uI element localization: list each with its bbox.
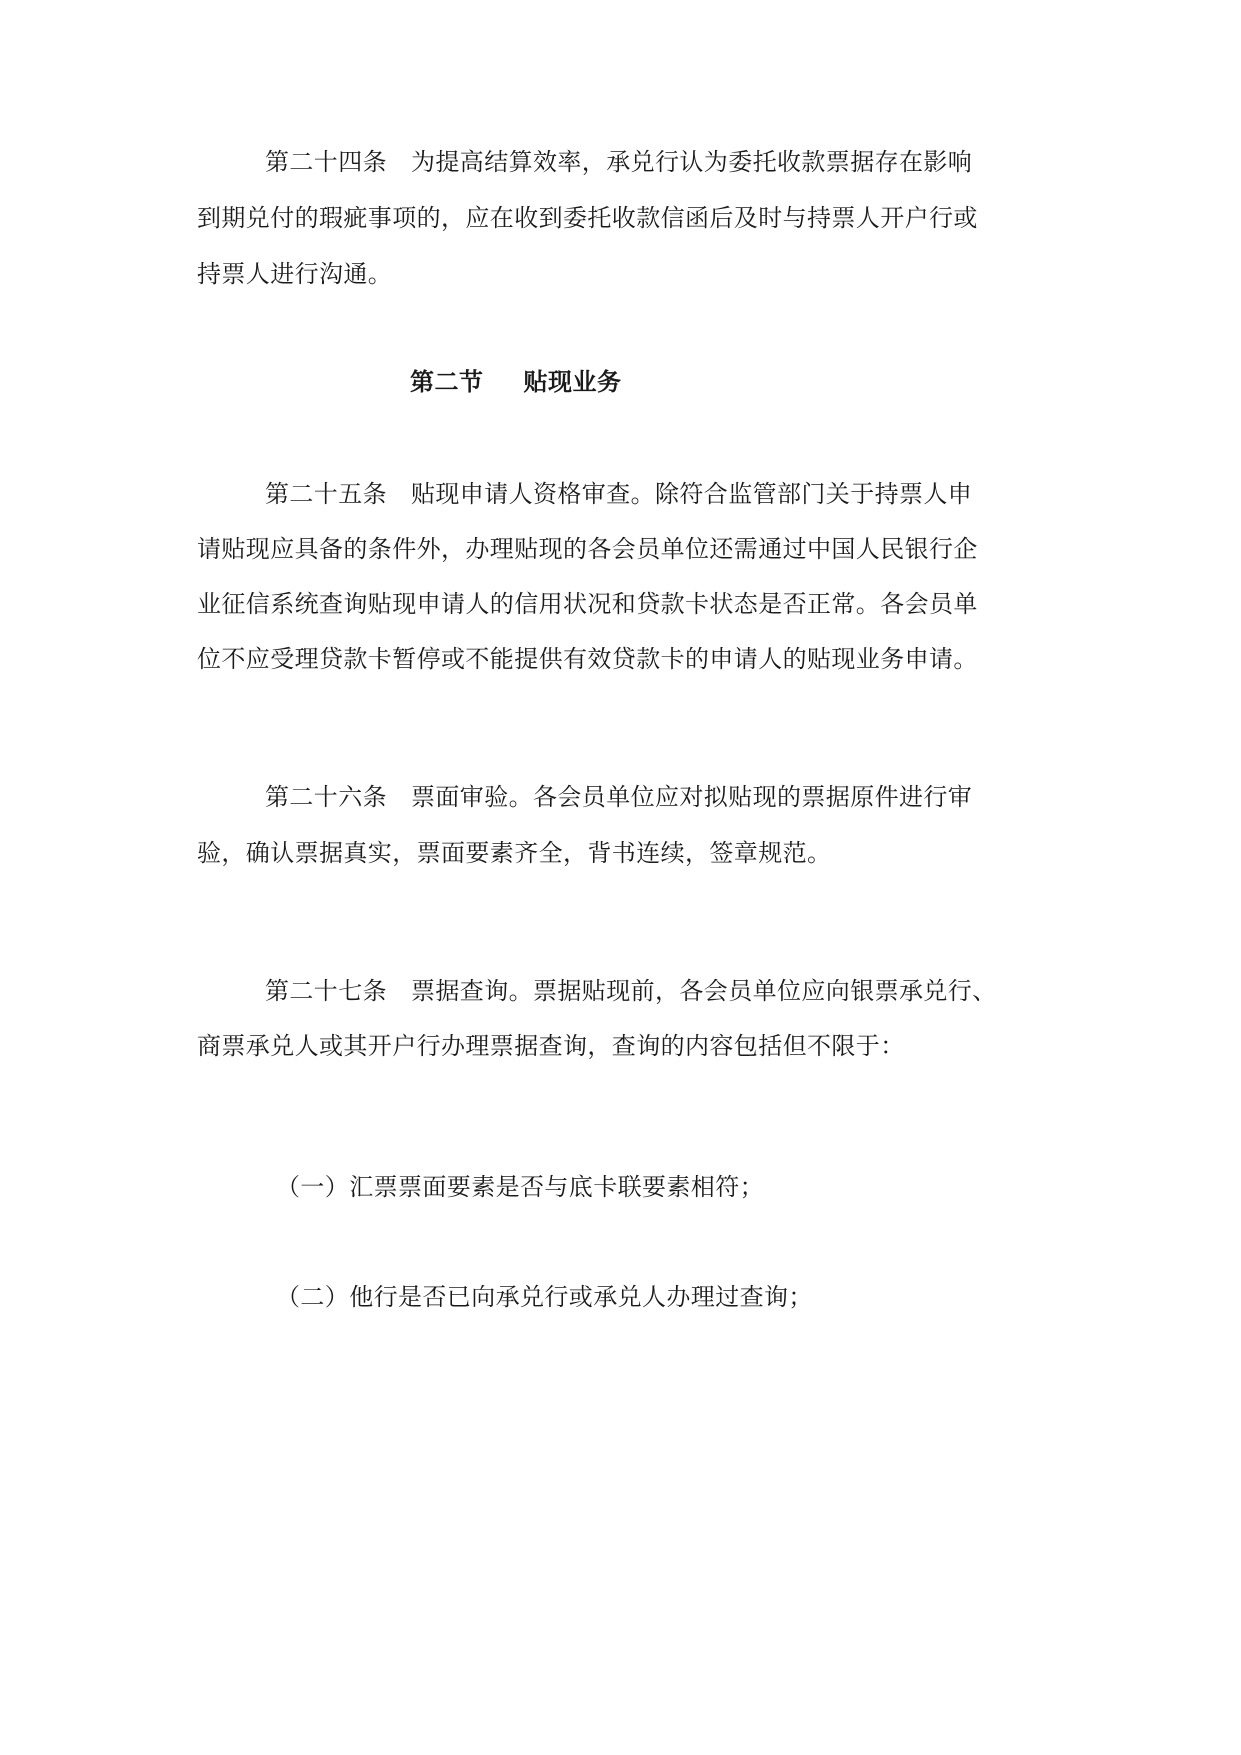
section-number: 第二节 (410, 368, 484, 396)
article-25-line-4: 位不应受理贷款卡暂停或不能提供有效贷款卡的申请人的贴现业务申请。 (197, 645, 978, 673)
list-item: （二）他行是否已向承兑行或承兑人办理过查询； (276, 1283, 813, 1311)
article-25-line-3: 业征信系统查询贴现申请人的信用状况和贷款卡状态是否正常。各会员单 (197, 590, 978, 618)
article-24-line-1 (265, 147, 972, 177)
article-25-line-2: 请贴现应具备的条件外，办理贴现的各会员单位还需通过中国人民银行企 (197, 535, 978, 563)
list-item: （一）汇票票面要素是否与底卡联要素相符； (276, 1173, 764, 1201)
article-24-line-3: 持票人进行沟通。 (197, 260, 393, 288)
article-25-text-1: 贴现申请人资格审查。除符合监管部门关于持票人申 (411, 480, 973, 508)
article-27-text-1: 票据查询。票据贴现前，各会员单位应向银票承兑行、 (411, 977, 997, 1005)
article-25-line-1 (265, 479, 972, 509)
article-27-label: 第二十七条 (265, 977, 387, 1005)
article-26-text-1: 票面审验。各会员单位应对拟贴现的票据原件进行审 (411, 783, 973, 811)
article-24-label: 第二十四条 (265, 148, 387, 176)
article-26-label: 第二十六条 (265, 783, 387, 811)
article-26-line-2: 验，确认票据真实，票面要素齐全，背书连续，签章规范。 (197, 839, 832, 867)
article-24-line-2: 到期兑付的瑕疵事项的，应在收到委托收款信函后及时与持票人开户行或 (197, 204, 978, 232)
article-27-line-1 (265, 976, 997, 1006)
article-25-label: 第二十五条 (265, 480, 387, 508)
article-27-line-2: 商票承兑人或其开户行办理票据查询，查询的内容包括但不限于： (197, 1032, 905, 1060)
section-title: 贴现业务 (523, 368, 622, 396)
article-24-text-1: 为提高结算效率，承兑行认为委托收款票据存在影响 (411, 148, 973, 176)
section-heading (410, 367, 622, 397)
article-26-line-1 (265, 782, 972, 812)
